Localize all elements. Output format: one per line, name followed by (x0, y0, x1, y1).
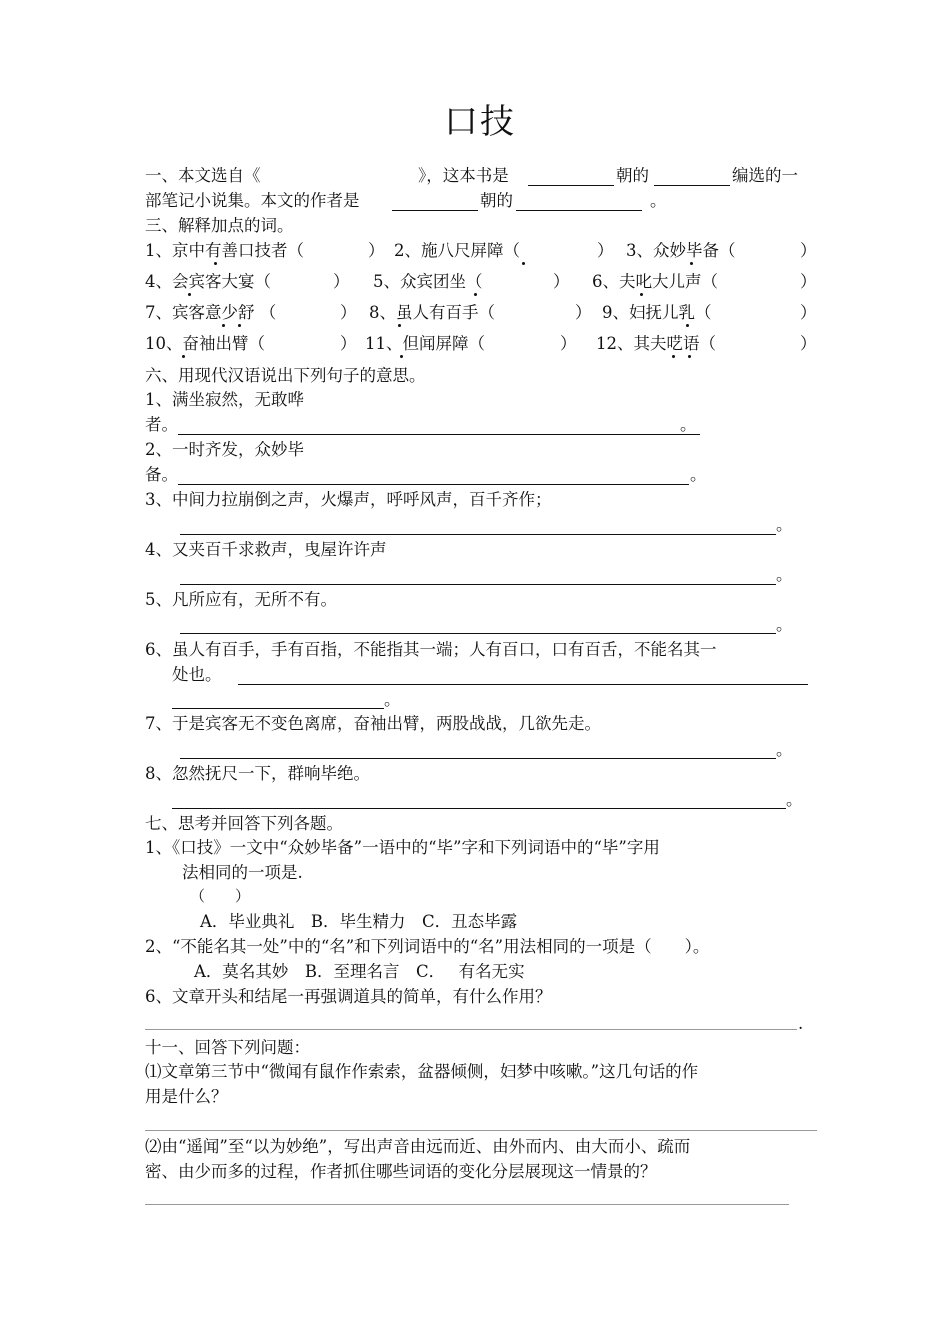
s3-item-6: 6、夫叱大儿声（ (592, 272, 718, 291)
s3-item-4: 4、会宾客大宴（ (145, 272, 271, 291)
s1-line1-c: 朝的 (616, 166, 649, 185)
s3-item-9: 9、妇抚儿乳（ (602, 303, 712, 322)
s6-q8: 8、忽然抚尺一下，群响毕绝。 (145, 764, 370, 783)
s1-line1-a: 一、本文选自《 (145, 166, 261, 185)
s1-line2-b: 朝的 (480, 191, 513, 210)
s6-q3: 3、中间力拉崩倒之声，火爆声，呼呼风声，百千齐作； (145, 490, 552, 509)
blank-dynasty-2[interactable] (392, 210, 478, 211)
answer-line-q2[interactable] (178, 484, 689, 485)
emphasis-dot (188, 293, 191, 296)
emphasis-dot (398, 324, 401, 327)
emphasis-dot (640, 293, 643, 296)
blank-author[interactable] (516, 210, 642, 211)
s11-q2-b: 密、由少而多的过程，作者抓住哪些词语的变化分层展现这一情景的？ (145, 1162, 657, 1181)
s6-q1-b: 者。 (145, 415, 178, 434)
answer-line-q6-b[interactable] (172, 708, 384, 709)
s6-heading: 六、用现代汉语说出下列句子的意思。 (145, 366, 426, 385)
answer-line-q7[interactable] (180, 758, 776, 759)
s6-q1-a: 1、满坐寂然，无敢哗 (145, 390, 304, 409)
s6-q2-b: 备。 (145, 465, 178, 484)
s6-q5: 5、凡所应有，无所不有。 (145, 590, 337, 609)
blank-editor[interactable] (654, 185, 730, 186)
page-title: 口技 (444, 102, 516, 142)
s1-line1-d: 编选的一 (732, 166, 798, 185)
s6-q3-period: 。 (776, 515, 793, 534)
s6-q7-period: 。 (776, 740, 793, 759)
emphasis-dot (522, 262, 525, 265)
s3-item-5-close: ） (553, 272, 570, 291)
emphasis-dot (182, 355, 185, 358)
answer-line-q6-a[interactable] (238, 684, 808, 685)
s3-item-7: 7、宾客意少舒 （ (145, 303, 277, 322)
s3-item-9-close: ） (800, 303, 817, 322)
s3-item-8: 8、虽人有百手（ (369, 303, 495, 322)
s7-q1-a: 1、《口技》一文中“众妙毕备”一语中的“毕”字和下列词语中的“毕”字用 (145, 838, 660, 857)
s3-item-3: 3、众妙毕备（ (626, 241, 736, 260)
s3-item-12-close: ） (800, 334, 817, 353)
s3-item-1-close: ） (368, 241, 385, 260)
s3-item-8-close: ） (575, 303, 592, 322)
s6-q2-period: 。 (690, 465, 707, 484)
s3-item-2-close: ） (597, 241, 614, 260)
answer-line-q4[interactable] (180, 584, 776, 585)
emphasis-dot (686, 324, 689, 327)
emphasis-dot (222, 324, 225, 327)
s3-item-4-close: ） (333, 272, 350, 291)
emphasis-dot (214, 262, 217, 265)
s6-q6-b: 处也。 (172, 665, 222, 684)
s3-item-11-close: ） (560, 334, 577, 353)
s7-q2: 2、“不能名其一处”中的“名”和下列词语中的“名”用法相同的一项是（ ）。 (145, 937, 710, 956)
s6-q2-a: 2、一时齐发，众妙毕 (145, 440, 304, 459)
emphasis-dot (474, 293, 477, 296)
s3-item-2: 2、施八尺屏障（ (394, 241, 520, 260)
answer-line-s11-q2[interactable] (145, 1204, 789, 1205)
s6-q4: 4、又夹百千求救声，曳屋许许声 (145, 540, 387, 559)
s7-q6: 6、文章开头和结尾一再强调道具的简单，有什么作用？ (145, 987, 552, 1006)
s7-q1-answer-paren[interactable]: （ ） (190, 887, 251, 905)
s6-q1-period: 。 (680, 415, 697, 434)
blank-dynasty-1[interactable] (528, 185, 614, 186)
emphasis-dot (688, 355, 691, 358)
s11-q1-b: 用是什么？ (145, 1087, 228, 1106)
s6-q4-period: 。 (776, 565, 793, 584)
answer-line-q1[interactable] (178, 434, 700, 435)
answer-line-q8[interactable] (172, 808, 786, 809)
s3-item-7-close: ） (340, 303, 357, 322)
s1-line1-b: 》，这本书是 (418, 166, 509, 185)
s3-item-12: 12、其夫呓语（ (596, 334, 716, 353)
answer-line-q5[interactable] (180, 633, 776, 634)
s6-q8-period: 。 (786, 790, 803, 809)
emphasis-dot (672, 355, 675, 358)
s11-heading: 十一、回答下列问题： (145, 1038, 310, 1057)
s3-item-5: 5、众宾团坐（ (373, 272, 483, 291)
s7-heading: 七、思考并回答下列各题。 (145, 814, 343, 833)
emphasis-dot (690, 262, 693, 265)
s6-q6-a: 6、虽人有百手，手有百指，不能指其一端；人有百口，口有百舌，不能名其一 (145, 640, 717, 659)
emphasis-dot (400, 355, 403, 358)
s11-q2-a: ⑵由“遥闻”至“以为妙绝”，写出声音由远而近、由外而内、由大而小、疏而 (145, 1137, 691, 1156)
s7-q6-end-dot: . (798, 1014, 804, 1033)
s3-item-6-close: ） (800, 272, 817, 291)
s1-line2-a: 部笔记小说集。本文的作者是 (145, 191, 360, 210)
answer-line-s11-q1[interactable] (145, 1130, 817, 1131)
emphasis-dot (238, 324, 241, 327)
s1-line2-c: 。 (650, 191, 667, 210)
answer-line-s7-q6[interactable] (145, 1029, 797, 1030)
s3-item-10: 10、奋袖出臂（ (145, 334, 265, 353)
s7-q1-b: 法相同的一项是. (182, 863, 303, 882)
s11-q1-a: ⑴文章第三节中“微闻有鼠作作索索，盆器倾侧，妇梦中咳嗽。”这几句话的作 (145, 1062, 699, 1081)
s3-item-1: 1、京中有善口技者（ (145, 241, 304, 260)
answer-line-q3[interactable] (180, 534, 776, 535)
s6-q6-period: 。 (384, 690, 401, 709)
s7-q2-options: A．莫名其妙 B．至理名言 C． 有名无实 (194, 962, 525, 981)
s3-item-11: 11、但闻屏障（ (365, 334, 485, 353)
s3-heading: 三、解释加点的词。 (145, 216, 294, 235)
s3-item-10-close: ） (340, 334, 357, 353)
s6-q7: 7、于是宾客无不变色离席，奋袖出臂，两股战战，几欲先走。 (145, 714, 601, 733)
s7-q1-options: A．毕业典礼 B．毕生精力 C．丑态毕露 (200, 912, 518, 931)
s6-q5-period: 。 (776, 615, 793, 634)
s3-item-3-close: ） (800, 241, 817, 260)
